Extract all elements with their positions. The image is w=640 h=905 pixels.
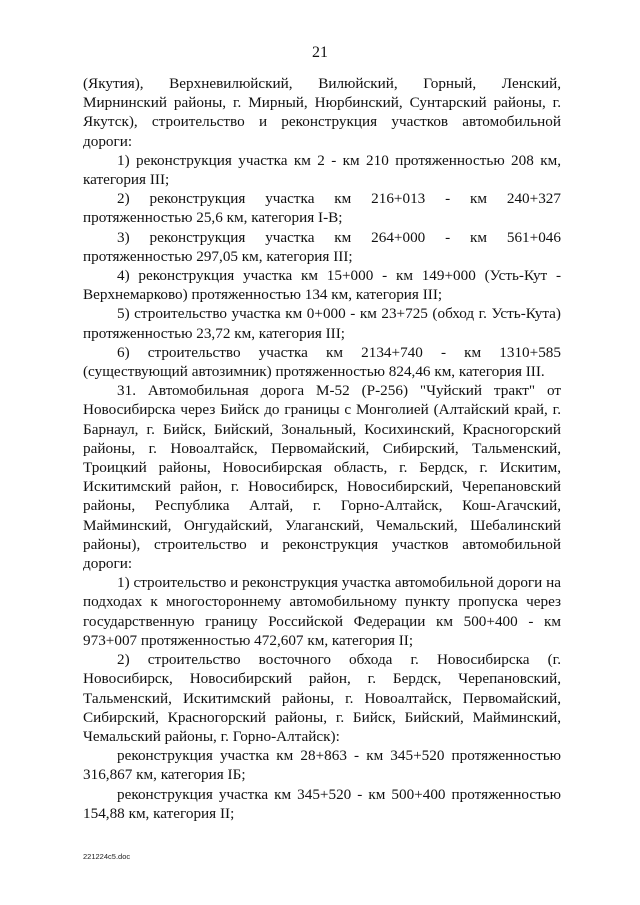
paragraph-0: (Якутия), Верхневилюйский, Вилюйский, Горный, Ленский, Мирнинский районы, г. Мирный, Нюрбинский, Сунтарский районы, г. Якутск), строительство и реконструкция участков автомобильной дороги:	[83, 75, 561, 150]
paragraph-6: 6) строительство участка км 2134+740 - км 1310+585 (существующий автозимник) протяженностью 824,46 км, категория III.	[83, 343, 561, 381]
paragraph-8: 1) строительство и реконструкция участка автомобильной дороги на подходах к многостороннему автомобильному пункту пропуска через государственную границу Российской Федерации км 500+400 - км 973+007 протяженностью 472,607 км, категория II;	[83, 574, 561, 649]
paragraph-7: 31. Автомобильная дорога М-52 (Р-256) "Чуйский тракт" от Новосибирска через Бийск до границы с Монголией (Алтайский край, г. Барнаул, г. Бийск, Бийский, Зональный, Косихинский, Красногорский районы, г. Новоалтайск, Первомайский, Сибирский, Тальменский, Троицкий районы, Новосибирская область, г. Бердск, г. Искитим, Искитимский район, г. Новосибирск, Новосибирский, Черепановский районы, Республика Алтай, г. Горно-Алтайск, Кош-Агачский, Майминский, Онгудайский, Улаганский, Чемальский, Шебалинский районы), строительство и реконструкция участков автомобильной дороги:	[83, 382, 561, 573]
paragraph-2: 2) реконструкция участка км 216+013 - км 240+327 протяженностью 25,6 км, категория I-В;	[83, 190, 561, 227]
paragraph-9: 2) строительство восточного обхода г. Новосибирска (г. Новосибирск, Новосибирский район, г. Бердск, Черепановский, Тальменский, Искитимский районы, г. Новоалтайск, Первомайский, Сибирский, Красногорский районы, г. Бийск, Бийский, Майминский, Чемальский районы, г. Горно-Алтайск):	[83, 651, 561, 745]
paragraph-3: 3) реконструкция участка км 264+000 - км 561+046 протяженностью 297,05 км, категория III;	[83, 228, 561, 265]
page-number: 21	[312, 44, 328, 61]
document-body	[83, 74, 561, 823]
paragraph-11: реконструкция участка км 345+520 - км 500+400 протяженностью 154,88 км, категория II;	[83, 785, 561, 822]
file-name-footer: 221224c5.doc	[83, 852, 131, 861]
paragraph-5: 5) строительство участка км 0+000 - км 23+725 (обход г. Усть-Кута) протяженностью 23,72 км, категория III;	[83, 305, 561, 342]
paragraph-1: 1) реконструкция участка км 2 - км 210 протяженностью 208 км, категория III;	[83, 151, 561, 189]
paragraph-10: реконструкция участка км 28+863 - км 345+520 протяженностью 316,867 км, категория IБ;	[83, 747, 561, 784]
paragraph-4: 4) реконструкция участка км 15+000 - км 149+000 (Усть-Кут - Верхнемарково) протяженностью 134 км, категория III;	[83, 267, 561, 304]
